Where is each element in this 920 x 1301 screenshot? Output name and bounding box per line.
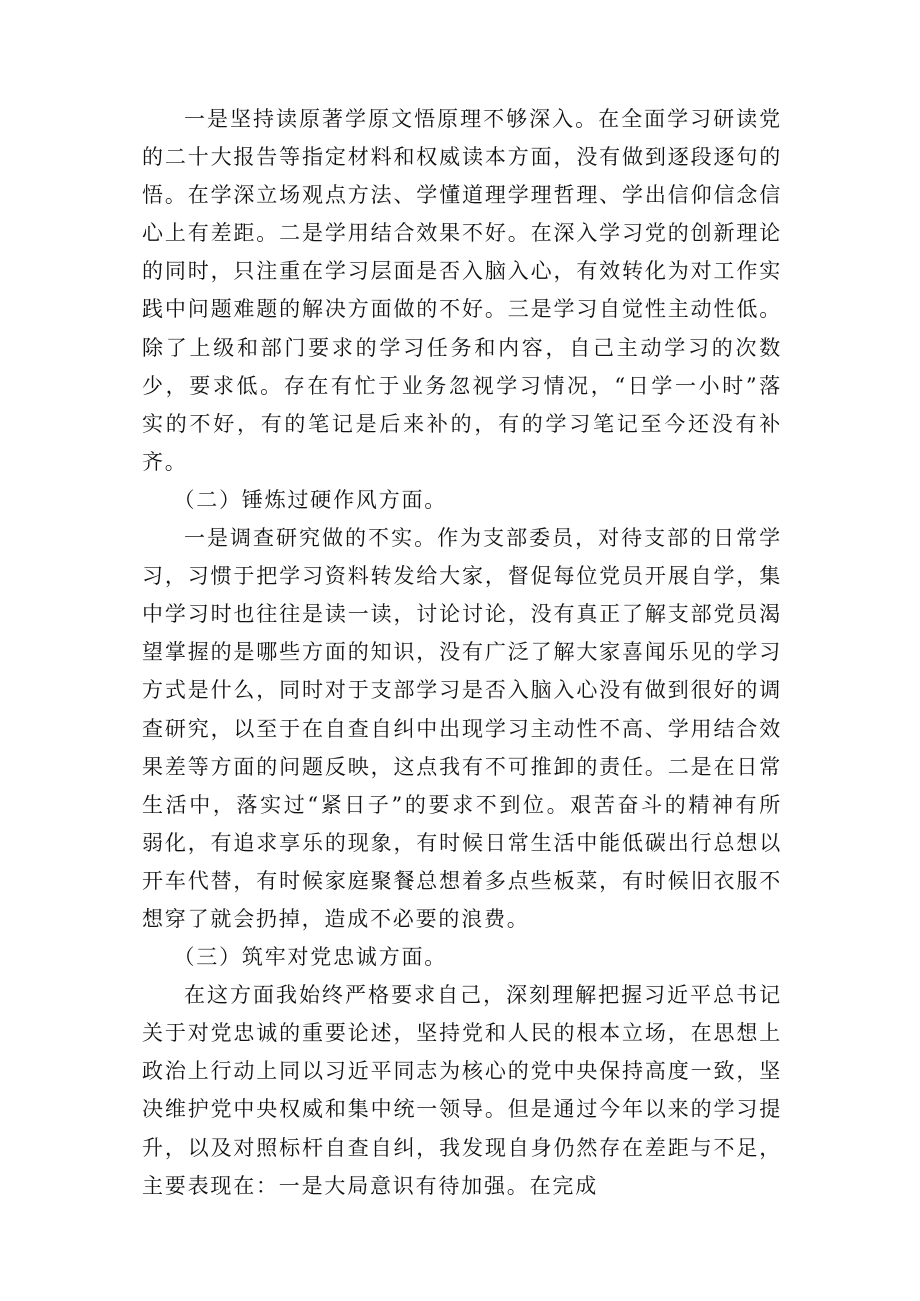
paragraph-work-style-issues: 一是调查研究做的不实。作为支部委员，对待支部的日常学习，习惯于把学习资料转发给大家，督促每位党员开展自学，集中学习时也往往是读一读，讨论讨论，没有真正了解支部党员渴望掌握的是哪些方面的知识，没有广泛了解大家喜闻乐见的学习方式是什么，同时对于支部学习是否入脑入心没有做到很好的调查研究，以至于在自查自纠中出现学习主动性不高、学用结合效果差等方面的问题反映，这点我有不可推卸的责任。二是在日常生活中，落实过“紧日子”的要求不到位。艰苦奋斗的精神有所弱化，有追求享乐的现象，有时候日常生活中能低碳出行总想以开车代替，有时候家庭聚餐总想着多点些板菜，有时候旧衣服不想穿了就会扔掉，造成不必要的浪费。 [142, 526, 782, 931]
paragraph-loyalty-issues: 在这方面我始终严格要求自己，深刻理解把握习近平总书记关于对党忠诚的重要论述，坚持党和人民的根本立场，在思想上政治上行动上同以习近平同志为核心的党中央保持高度一致，坚决维护党中央权威和集中统一领导。但是通过今年以来的学习提升，以及对照标杆自查自纠，我发现自身仍然存在差距与不足，主要表现在：一是大局意识有待加强。在完成 [142, 983, 782, 1198]
section-heading-loyalty: （三）筑牢对党忠诚方面。 [173, 945, 448, 970]
paragraph-study-issues: 一是坚持读原著学原文悟原理不够深入。在全面学习研读党的二十大报告等指定材料和权威读本方面，没有做到逐段逐句的悟。在学深立场观点方法、学懂道理学理哲理、学出信仰信念信心上有差距。二是学用结合效果不好。在深入学习党的创新理论的同时，只注重在学习层面是否入脑入心，有效转化为对工作实践中问题难题的解决方面做的不好。三是学习自觉性主动性低。除了上级和部门要求的学习任务和内容，自己主动学习的次数少，要求低。存在有忙于业务忽视学习情况，“日学一小时”落实的不好，有的笔记是后来补的，有的学习笔记至今还没有补齐。 [142, 107, 782, 474]
document-body [142, 100, 782, 1205]
section-heading-work-style: （二）锤炼过硬作风方面。 [173, 487, 448, 512]
